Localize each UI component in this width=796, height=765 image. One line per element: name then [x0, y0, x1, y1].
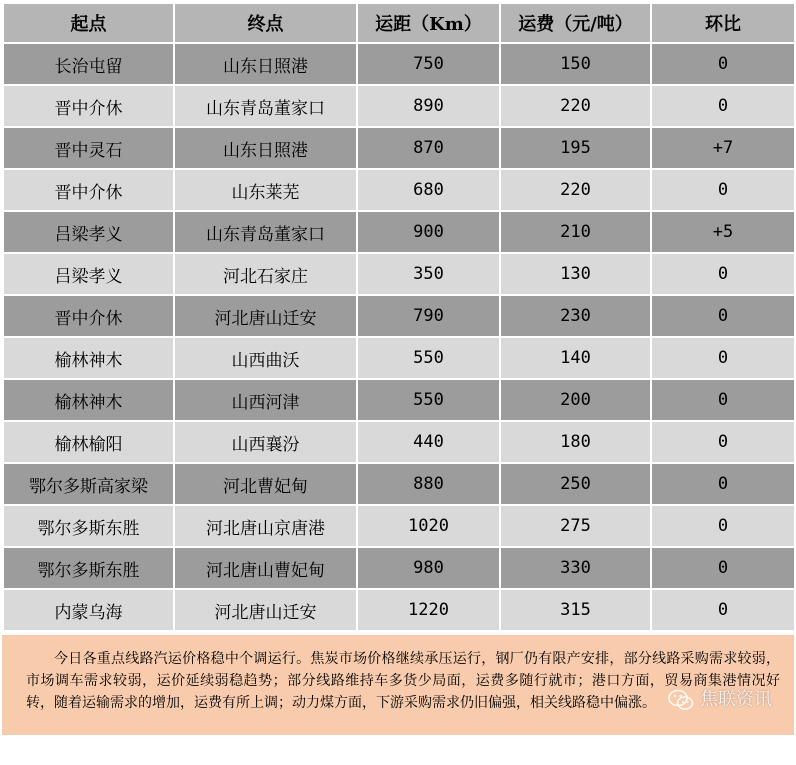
cell-change: 0	[651, 463, 795, 505]
cell-destination: 山东莱芜	[174, 169, 357, 211]
wechat-icon	[668, 689, 694, 711]
cell-change: 0	[651, 253, 795, 295]
watermark-text: 焦联资讯	[700, 689, 772, 710]
cell-change: 0	[651, 421, 795, 463]
cell-distance: 870	[357, 127, 500, 169]
cell-freight: 330	[500, 547, 651, 589]
cell-distance: 550	[357, 337, 500, 379]
cell-change: +5	[651, 211, 795, 253]
cell-destination: 山东日照港	[174, 43, 357, 85]
cell-destination: 山西河津	[174, 379, 357, 421]
cell-freight: 250	[500, 463, 651, 505]
watermark	[668, 689, 772, 711]
cell-destination: 河北石家庄	[174, 253, 357, 295]
cell-freight: 130	[500, 253, 651, 295]
header-origin: 起点	[3, 3, 174, 43]
cell-distance: 880	[357, 463, 500, 505]
cell-origin: 鄂尔多斯东胜	[3, 505, 174, 547]
cell-distance: 550	[357, 379, 500, 421]
cell-origin: 晋中介休	[3, 85, 174, 127]
cell-distance: 440	[357, 421, 500, 463]
header-change: 环比	[651, 3, 795, 43]
cell-freight: 220	[500, 85, 651, 127]
cell-destination: 河北唐山迁安	[174, 589, 357, 631]
commentary-text: 今日各重点线路汽运价格稳中个调运行。焦炭市场价格继续承压运行，钢厂仍有限产安排，部分线路采购需求较弱，市场调车需求较弱，运价延续弱稳趋势；部分线路维持车多货少局面，运费多随行就市；港口方面，贸易商集港情况好转，随着运输需求的增加，运费有所上调；动力煤方面，下游采购需求仍旧偏强，相关线路稳中偏涨。	[26, 651, 780, 711]
cell-origin: 内蒙乌海	[3, 589, 174, 631]
cell-origin: 晋中灵石	[3, 127, 174, 169]
market-commentary	[2, 635, 794, 735]
table-row	[3, 295, 795, 337]
header-distance: 运距（Km）	[357, 3, 500, 43]
cell-change: 0	[651, 43, 795, 85]
table-row	[3, 85, 795, 127]
cell-change: 0	[651, 547, 795, 589]
cell-change: 0	[651, 295, 795, 337]
table-body	[3, 43, 795, 631]
cell-destination: 山东青岛董家口	[174, 211, 357, 253]
cell-freight: 315	[500, 589, 651, 631]
cell-origin: 长治屯留	[3, 43, 174, 85]
cell-distance: 790	[357, 295, 500, 337]
cell-distance: 680	[357, 169, 500, 211]
table-row	[3, 253, 795, 295]
freight-table	[2, 2, 796, 632]
table-row	[3, 421, 795, 463]
cell-distance: 350	[357, 253, 500, 295]
table-row	[3, 211, 795, 253]
cell-origin: 榆林神木	[3, 379, 174, 421]
cell-destination: 河北唐山迁安	[174, 295, 357, 337]
header-row	[3, 3, 795, 43]
cell-distance: 980	[357, 547, 500, 589]
cell-distance: 890	[357, 85, 500, 127]
table-row	[3, 547, 795, 589]
cell-freight: 150	[500, 43, 651, 85]
cell-freight: 210	[500, 211, 651, 253]
cell-change: 0	[651, 169, 795, 211]
cell-origin: 鄂尔多斯东胜	[3, 547, 174, 589]
cell-change: 0	[651, 589, 795, 631]
cell-destination: 山西襄汾	[174, 421, 357, 463]
table-row	[3, 127, 795, 169]
cell-origin: 吕梁孝义	[3, 253, 174, 295]
cell-origin: 吕梁孝义	[3, 211, 174, 253]
table-row	[3, 169, 795, 211]
cell-origin: 榆林神木	[3, 337, 174, 379]
cell-change: +7	[651, 127, 795, 169]
table-row	[3, 43, 795, 85]
cell-origin: 晋中介休	[3, 295, 174, 337]
cell-destination: 河北唐山曹妃甸	[174, 547, 357, 589]
cell-destination: 山东青岛董家口	[174, 85, 357, 127]
cell-freight: 195	[500, 127, 651, 169]
header-destination: 终点	[174, 3, 357, 43]
cell-freight: 275	[500, 505, 651, 547]
cell-change: 0	[651, 379, 795, 421]
table-row	[3, 379, 795, 421]
cell-freight: 230	[500, 295, 651, 337]
cell-destination: 山西曲沃	[174, 337, 357, 379]
cell-distance: 1220	[357, 589, 500, 631]
cell-destination: 山东日照港	[174, 127, 357, 169]
table-row	[3, 337, 795, 379]
cell-destination: 河北唐山京唐港	[174, 505, 357, 547]
cell-change: 0	[651, 337, 795, 379]
cell-origin: 榆林榆阳	[3, 421, 174, 463]
cell-freight: 180	[500, 421, 651, 463]
cell-origin: 晋中介休	[3, 169, 174, 211]
table-row	[3, 589, 795, 631]
cell-distance: 750	[357, 43, 500, 85]
cell-change: 0	[651, 505, 795, 547]
cell-change: 0	[651, 85, 795, 127]
cell-freight: 220	[500, 169, 651, 211]
header-freight: 运费（元/吨）	[500, 3, 651, 43]
cell-origin: 鄂尔多斯高家梁	[3, 463, 174, 505]
cell-distance: 900	[357, 211, 500, 253]
table-row	[3, 505, 795, 547]
table-row	[3, 463, 795, 505]
cell-freight: 200	[500, 379, 651, 421]
cell-freight: 140	[500, 337, 651, 379]
cell-distance: 1020	[357, 505, 500, 547]
cell-destination: 河北曹妃甸	[174, 463, 357, 505]
